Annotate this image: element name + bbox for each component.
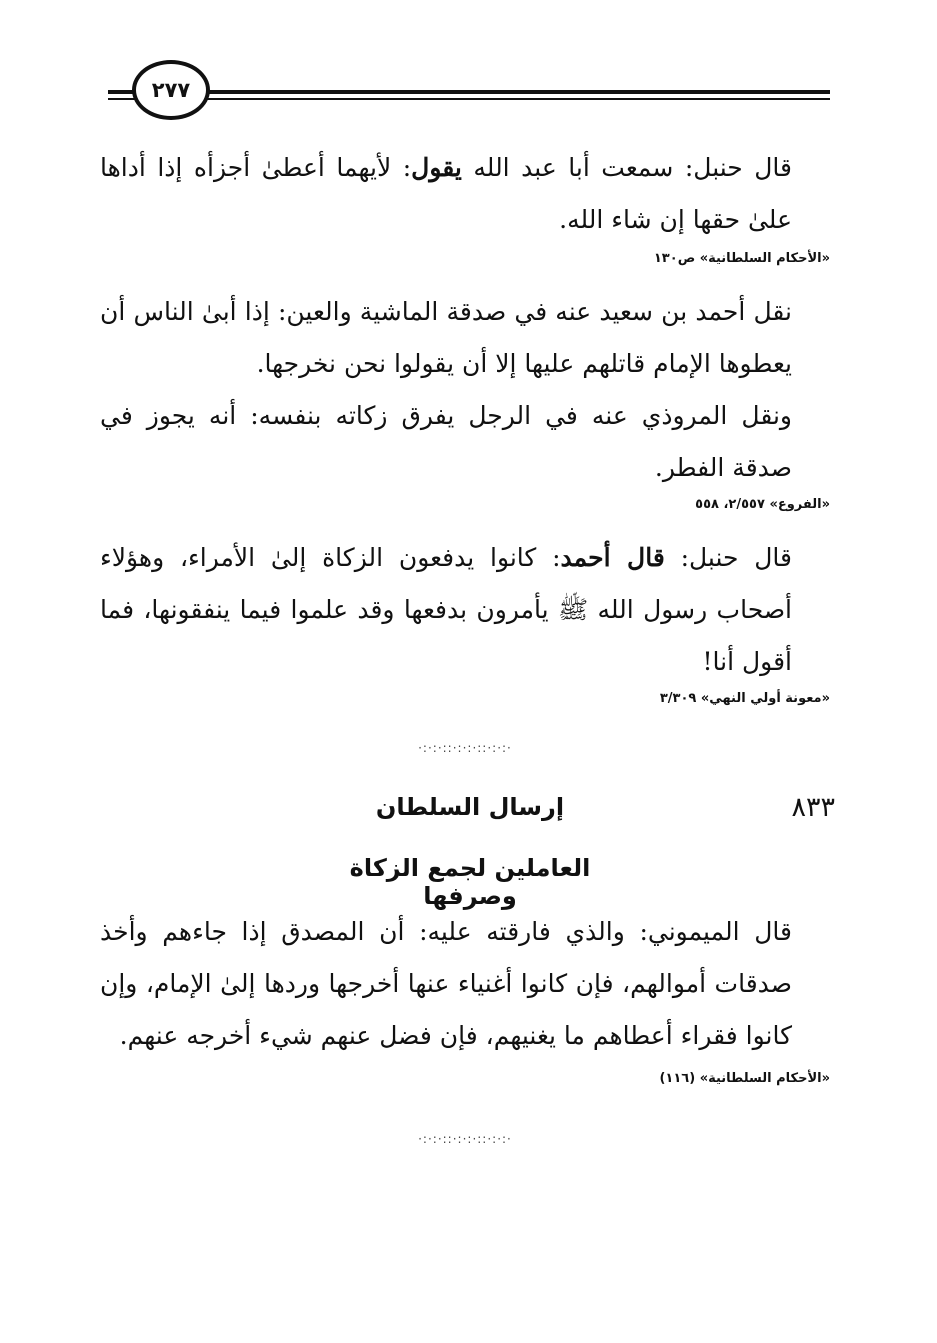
p1-lead: قال حنبل: سمعت أبا عبد الله	[461, 153, 793, 182]
p1-rest: : لأيهما أعطىٰ أجزأه إذا أداها علىٰ حقها إن شاء الله.	[100, 153, 792, 234]
header-rule-thin	[108, 98, 830, 100]
p4-bold: قال أحمد	[560, 543, 665, 572]
source-citation-2: «الفروع» ٢/٥٥٧، ٥٥٨	[695, 497, 830, 512]
p4-lead: قال حنبل:	[664, 543, 792, 572]
paragraph-maymuni: قال الميموني: والذي فارقته عليه: أن المصدق إذا جاءهم وأخذ صدقات أموالهم، فإن كانوا أغنياء عنها أخرجها وردها إلىٰ الإمام، وإن كانوا فقراء أعطاهم ما يغنيهم، فإن فضل عنهم شيء أخرجه عنهم.	[100, 917, 793, 1050]
header-rule-thick	[108, 90, 830, 94]
section-number: ٨٣٣	[791, 792, 835, 823]
p1-bold: يقول	[411, 153, 462, 182]
paragraph-hanbal-1	[100, 142, 832, 246]
section-title-line2: العاملين لجمع الزكاة وصرفها	[349, 854, 591, 910]
section-title-line1: إرسال السلطان	[375, 793, 565, 821]
p4-rest: : كانوا يدفعون الزكاة إلىٰ الأمراء، وهؤلاء أصحاب رسول الله ﷺ يأمرون بدفعها وقد علموا فيما ينفقونها، فما أقول أنا!	[100, 543, 792, 676]
source-citation-4: «الأحكام السلطانية» (١١٦)	[659, 1071, 830, 1086]
source-citation-1: «الأحكام السلطانية» ص١٣٠	[653, 251, 830, 266]
source-citation-3: «معونة أولي النهي» ٣/٣٠٩	[659, 691, 830, 706]
end-divider-ornament: ·:·:·::·:·:·::·:·:·	[418, 1132, 512, 1146]
paragraph-marwadhi: ونقل المروذي عنه في الرجل يفرق زكاته بنفسه: أنه يجوز في صدقة الفطر.	[100, 401, 792, 482]
page-number: ٢٧٧	[132, 60, 210, 120]
paragraph-hanbal-2	[100, 532, 832, 688]
section-divider-ornament: ·:·:·::·:·:·::·:·:·	[418, 741, 512, 755]
paragraph-ahmad-ibn-said: نقل أحمد بن سعيد عنه في صدقة الماشية والعين: إذا أبىٰ الناس أن يعطوها الإمام قاتلهم عليها إلا أن يقولوا نحن نخرجها.	[100, 297, 792, 378]
